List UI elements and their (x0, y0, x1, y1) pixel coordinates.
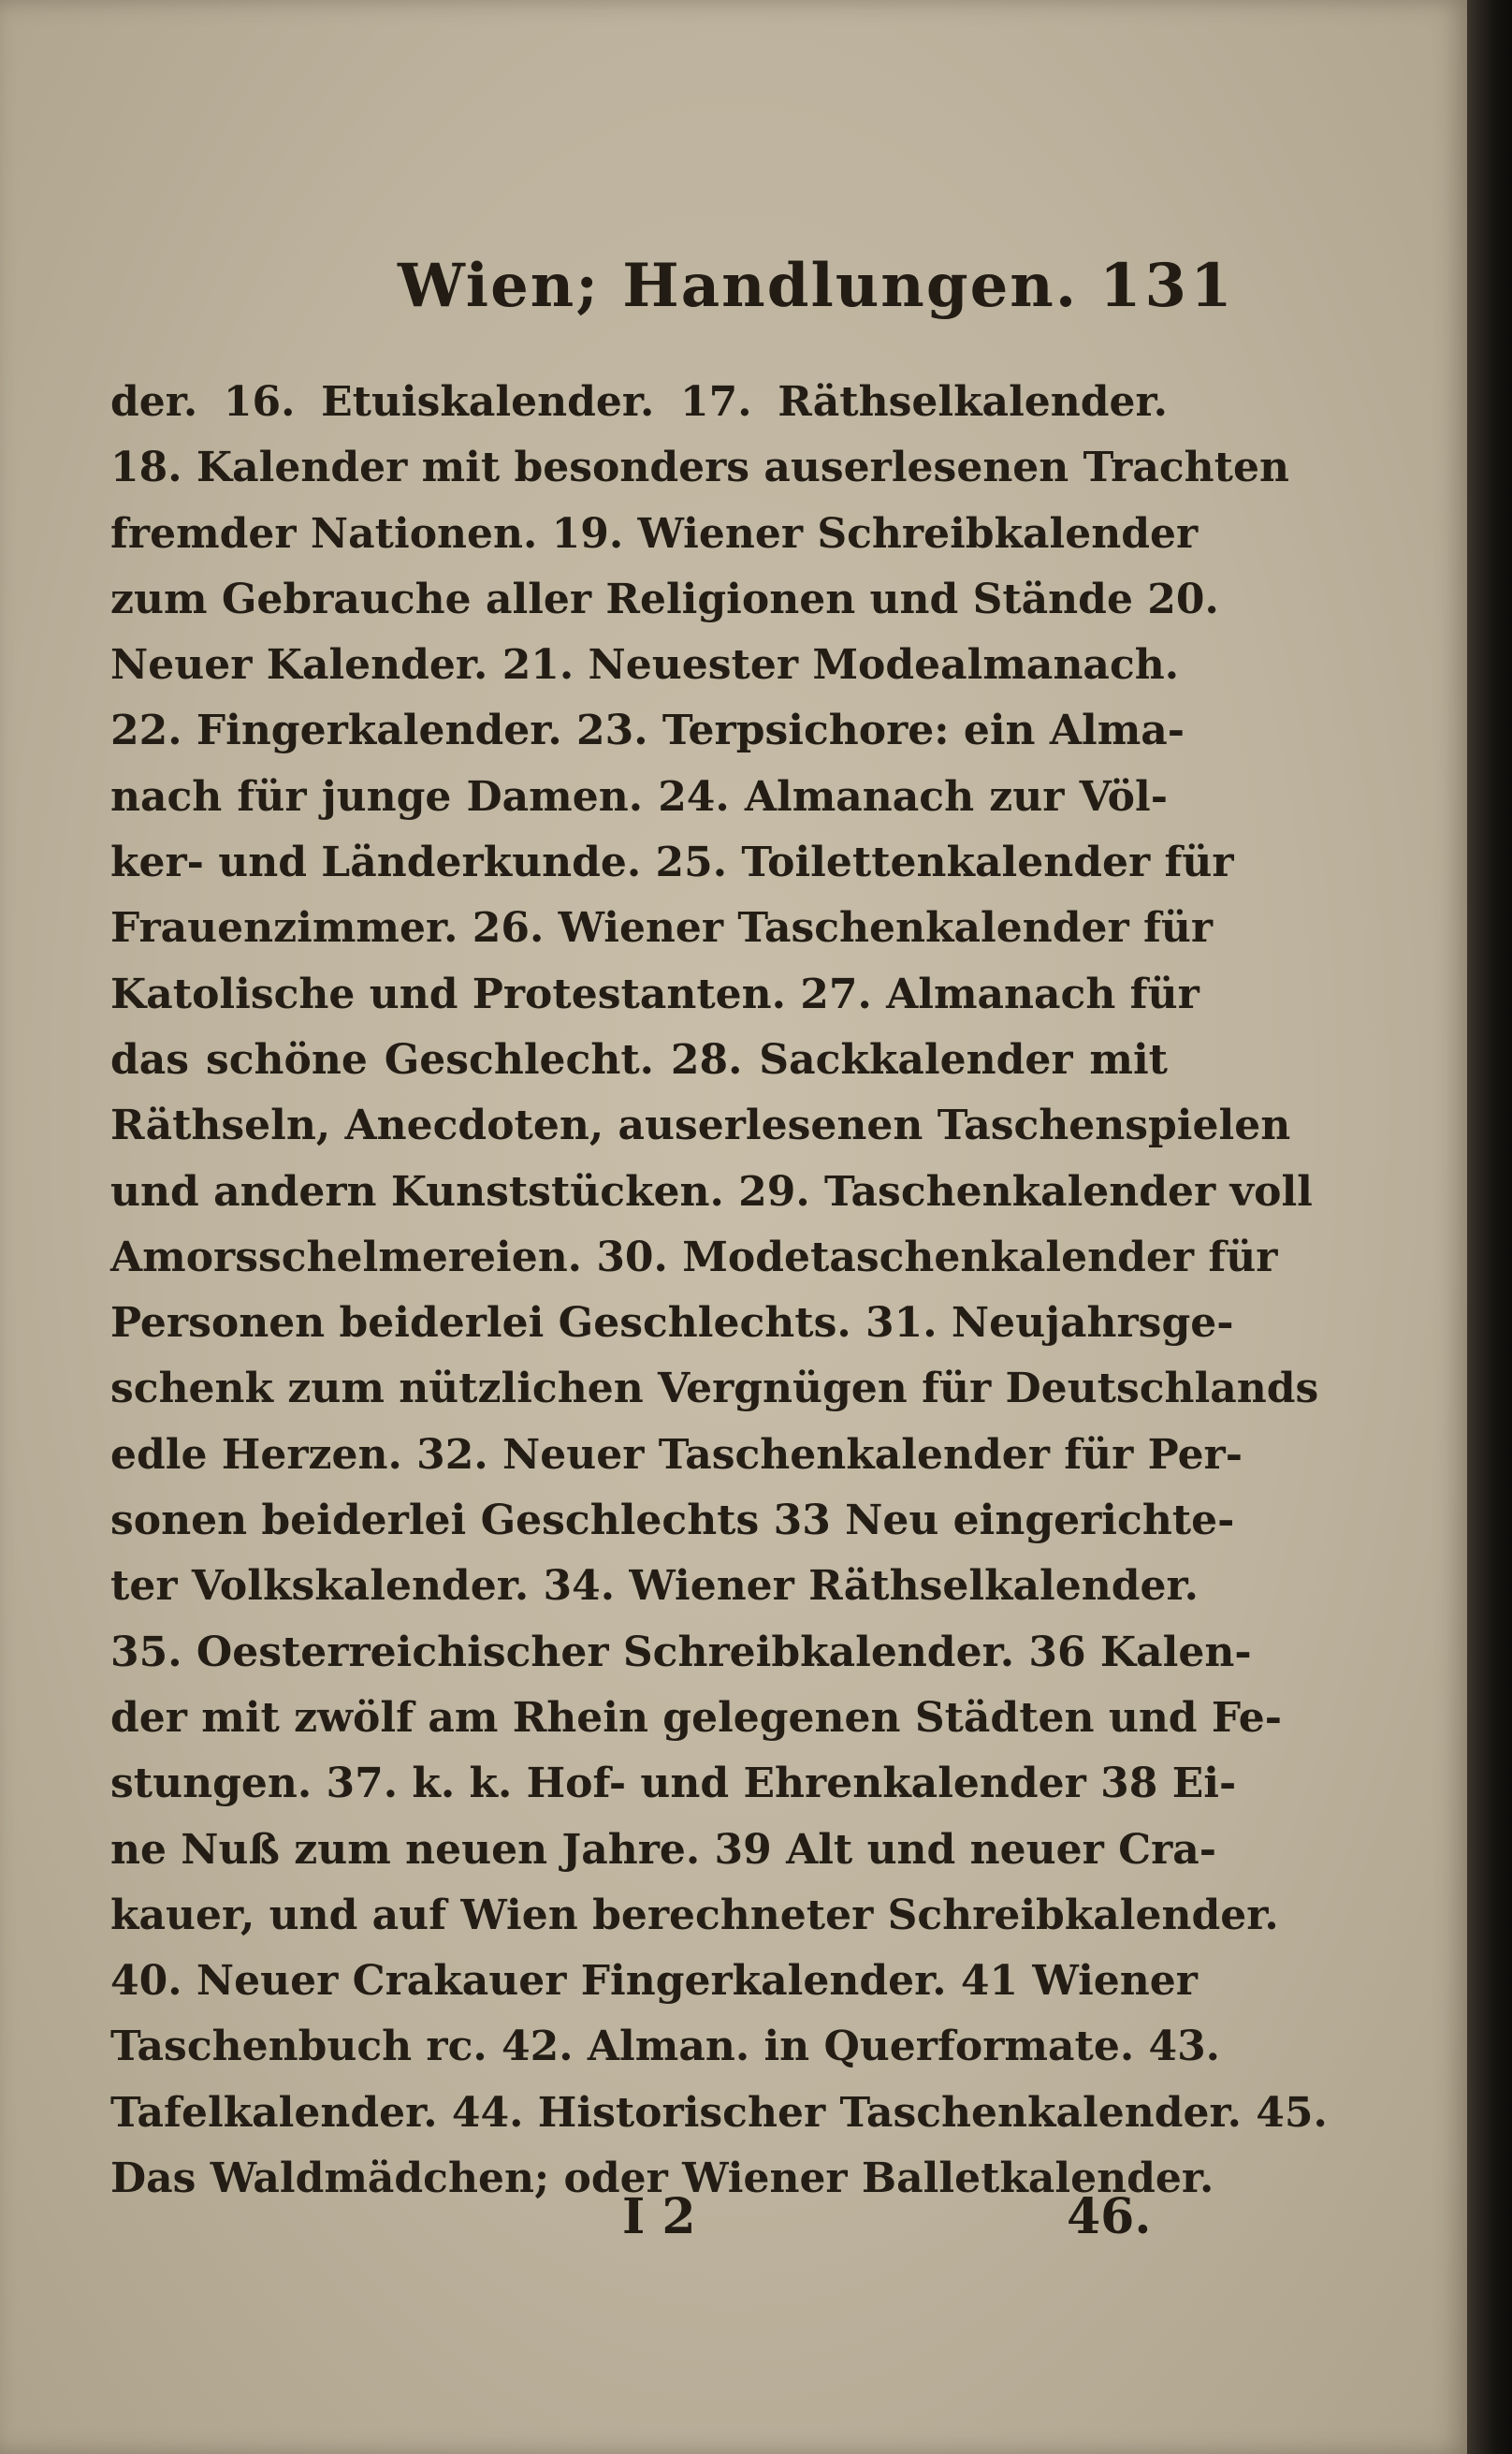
text-line: das schöne Geschlecht. 28. Sackkalender mit (110, 1035, 1168, 1084)
text-line: Das Waldmädchen; oder Wiener Balletkalender. (110, 2155, 1214, 2203)
text-line: Frauenzimmer. 26. Wiener Taschenkalender für (110, 904, 1214, 953)
catchword: 46. (1067, 2188, 1152, 2245)
text-line: der. 16. Etuiskalender. 17. Räthselkalender. (110, 378, 1168, 426)
text-line: Amorsschelmereien. 30. Modetaschenkalender für (110, 1233, 1278, 1281)
text-line: 18. Kalender mit besonders auserlesenen Trachten (110, 444, 1289, 492)
text-line: 35. Oesterreichischer Schreibkalender. 36 Kalen- (110, 1628, 1252, 1676)
text-line: 40. Neuer Crakauer Fingerkalender. 41 Wiener (110, 1957, 1198, 2006)
text-line: ter Volkskalender. 34. Wiener Räthselkalender. (110, 1562, 1199, 1611)
text-line: Neuer Kalender. 21. Neuester Modealmanach. (110, 641, 1180, 690)
text-line: Räthseln, Anecdoten, auserlesenen Taschenspielen (110, 1102, 1291, 1150)
text-line: stungen. 37. k. k. Hof- und Ehrenkalender 38 Ei- (110, 1760, 1237, 1808)
text-line: Taschenbuch rc. 42. Alman. in Querformate. 43. (110, 2023, 1221, 2071)
text-line: der mit zwölf am Rhein gelegenen Städten und Fe- (110, 1693, 1282, 1742)
signature-mark: I 2 (622, 2188, 696, 2245)
page-number: 131 (1099, 251, 1236, 321)
running-header (0, 241, 1467, 344)
text-line: schenk zum nützlichen Vergnügen für Deutschlands (110, 1365, 1319, 1413)
text-line: kauer, und auf Wien berechneter Schreibkalender. (110, 1891, 1279, 1939)
text-line: nach für junge Damen. 24. Almanach zur Völ- (110, 772, 1168, 821)
text-line: Tafelkalender. 44. Historischer Taschenkalender. 45. (110, 2088, 1328, 2137)
text-line: edle Herzen. 32. Neuer Taschenkalender für Per- (110, 1430, 1243, 1479)
page-footer (0, 2188, 1467, 2272)
text-line: ker- und Länderkunde. 25. Toilettenkalender für (110, 839, 1234, 887)
text-line: fremder Nationen. 19. Wiener Schreibkalender (110, 509, 1199, 558)
text-line: Personen beiderlei Geschlechts. 31. Neujahrsge- (110, 1299, 1234, 1348)
text-line: 22. Fingerkalender. 23. Terpsichore: ein Alma- (110, 707, 1185, 755)
text-line: zum Gebrauche aller Religionen und Stände 20. (110, 575, 1219, 623)
text-line: und andern Kunststücken. 29. Taschenkalender voll (110, 1167, 1313, 1216)
book-spine-shadow (1467, 0, 1512, 2454)
text-line: sonen beiderlei Geschlechts 33 Neu eingerichte- (110, 1497, 1235, 1545)
body-text (110, 370, 1328, 2212)
running-title: Wien; Handlungen. (398, 251, 1079, 321)
text-line: Katolische und Protestanten. 27. Almanach für (110, 970, 1199, 1018)
text-line: ne Nuß zum neuen Jahre. 39 Alt und neuer Cra- (110, 1825, 1217, 1874)
